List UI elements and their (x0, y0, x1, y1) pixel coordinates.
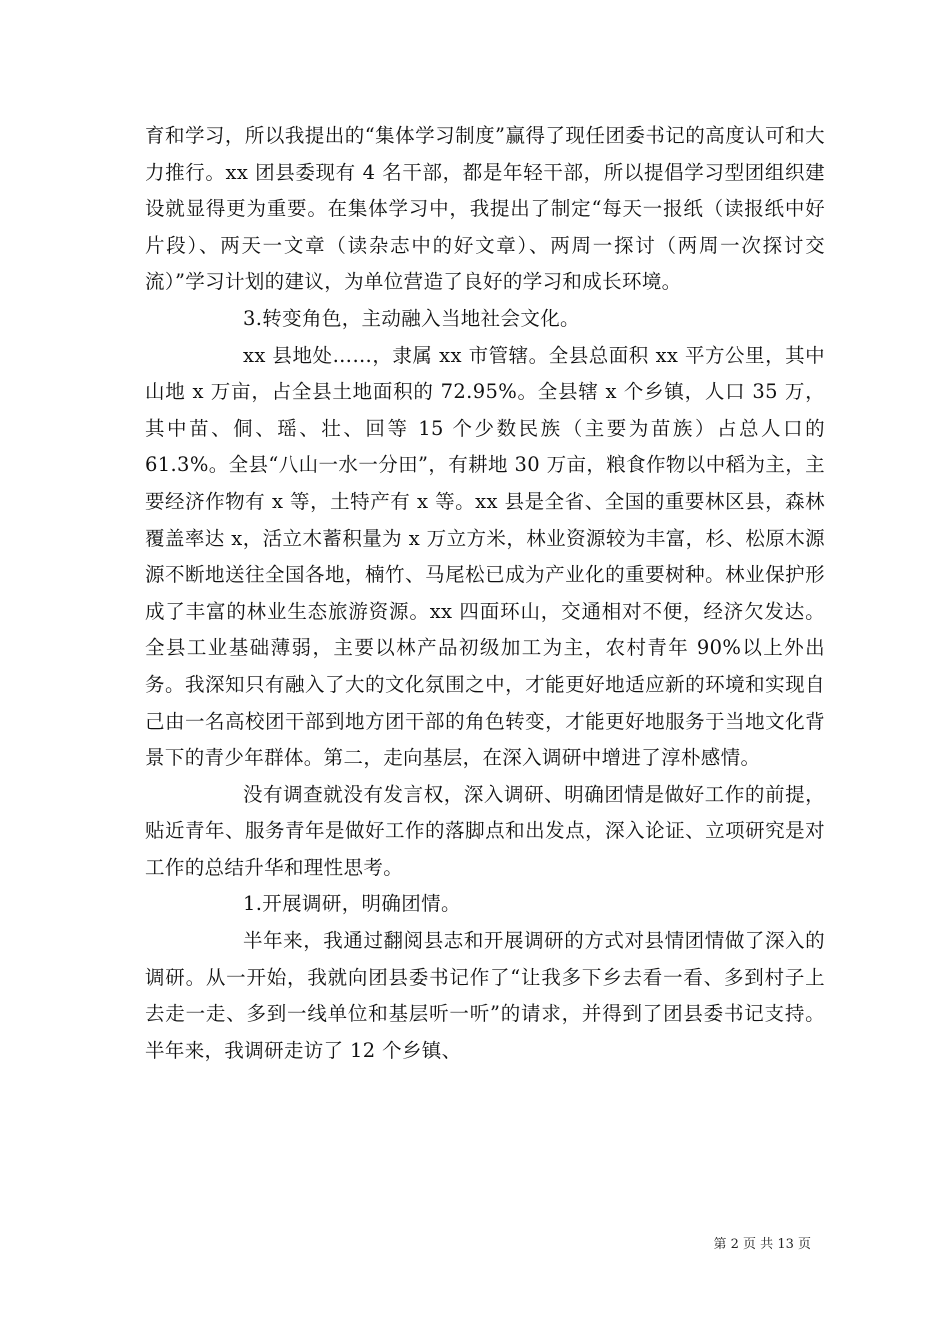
paragraph-research-premise: 没有调查就没有发言权，深入调研、明确团情是做好工作的前提，贴近青年、服务青年是做好工作的落脚点和出发点，深入论证、立项研究是对工作的总结升华和理性思考。 (145, 782, 825, 879)
page-number-footer: 第 2 页 共 13 页 (713, 1237, 811, 1252)
heading-conduct-research: 1.开展调研，明确团情。 (243, 892, 461, 916)
paragraph-study-system: 育和学习，所以我提出的“集体学习制度”赢得了现任团委书记的高度认可和大力推行。xx 团县委现有 4 名干部，都是年轻干部，所以提倡学习型团组织建设就显得更为重要。在集体学习中，我提出了制定“每天一报纸（读报纸中好片段）、两天一文章（读杂志中的好文章）、两周一探讨（两周一次探讨交流）”学习计划的建议，为单位营造了良好的学习和成长环境。 (145, 124, 825, 294)
paragraph-county-overview: xx 县地处……，隶属 xx 市管辖。全县总面积 xx 平方公里，其中山地 x 万亩，占全县土地面积的 72.95%。全县辖 x 个乡镇，人口 35 万，其中苗、侗、瑶、壮、回等 15 个少数民族（主要为苗族）占总人口的 61.3%。全县“八山一水一分田”，有耕地 30 万亩，粮食作物以中稻为主，主要经济作物有 x 等，土特产有 x 等。xx 县是全省、全国的重要林区县，森林覆盖率达 x，活立木蓄积量为 x 万立方米，林业资源较为丰富，杉、松原木源源不断地送往全国各地，楠竹、马尾松已成为产业化的重要树种。林业保护形成了丰富的林业生态旅游资源。xx 四面环山，交通相对不便，经济欠发达。全县工业基础薄弱，主要以林产品初级加工为主，农村青年 90%以上外出务。我深知只有融入了大的文化氛围之中，才能更好地适应新的环境和实现自己由一名高校团干部到地方团干部的角色转变，才能更好地服务于当地文化背景下的青少年群体。第二，走向基层，在深入调研中增进了淳朴感情。 (145, 343, 825, 770)
paragraph-half-year-research: 半年来，我通过翻阅县志和开展调研的方式对县情团情做了深入的调研。从一开始，我就向团县委书记作了“让我多下乡去看一看、多到村子上去走一走、多到一线单位和基层听一听”的请求，并得到了团县委书记支持。半年来，我调研走访了 12 个乡镇、 (145, 929, 825, 1062)
heading-change-role: 3.转变角色，主动融入当地社会文化。 (243, 306, 580, 330)
document-body (145, 118, 825, 1069)
